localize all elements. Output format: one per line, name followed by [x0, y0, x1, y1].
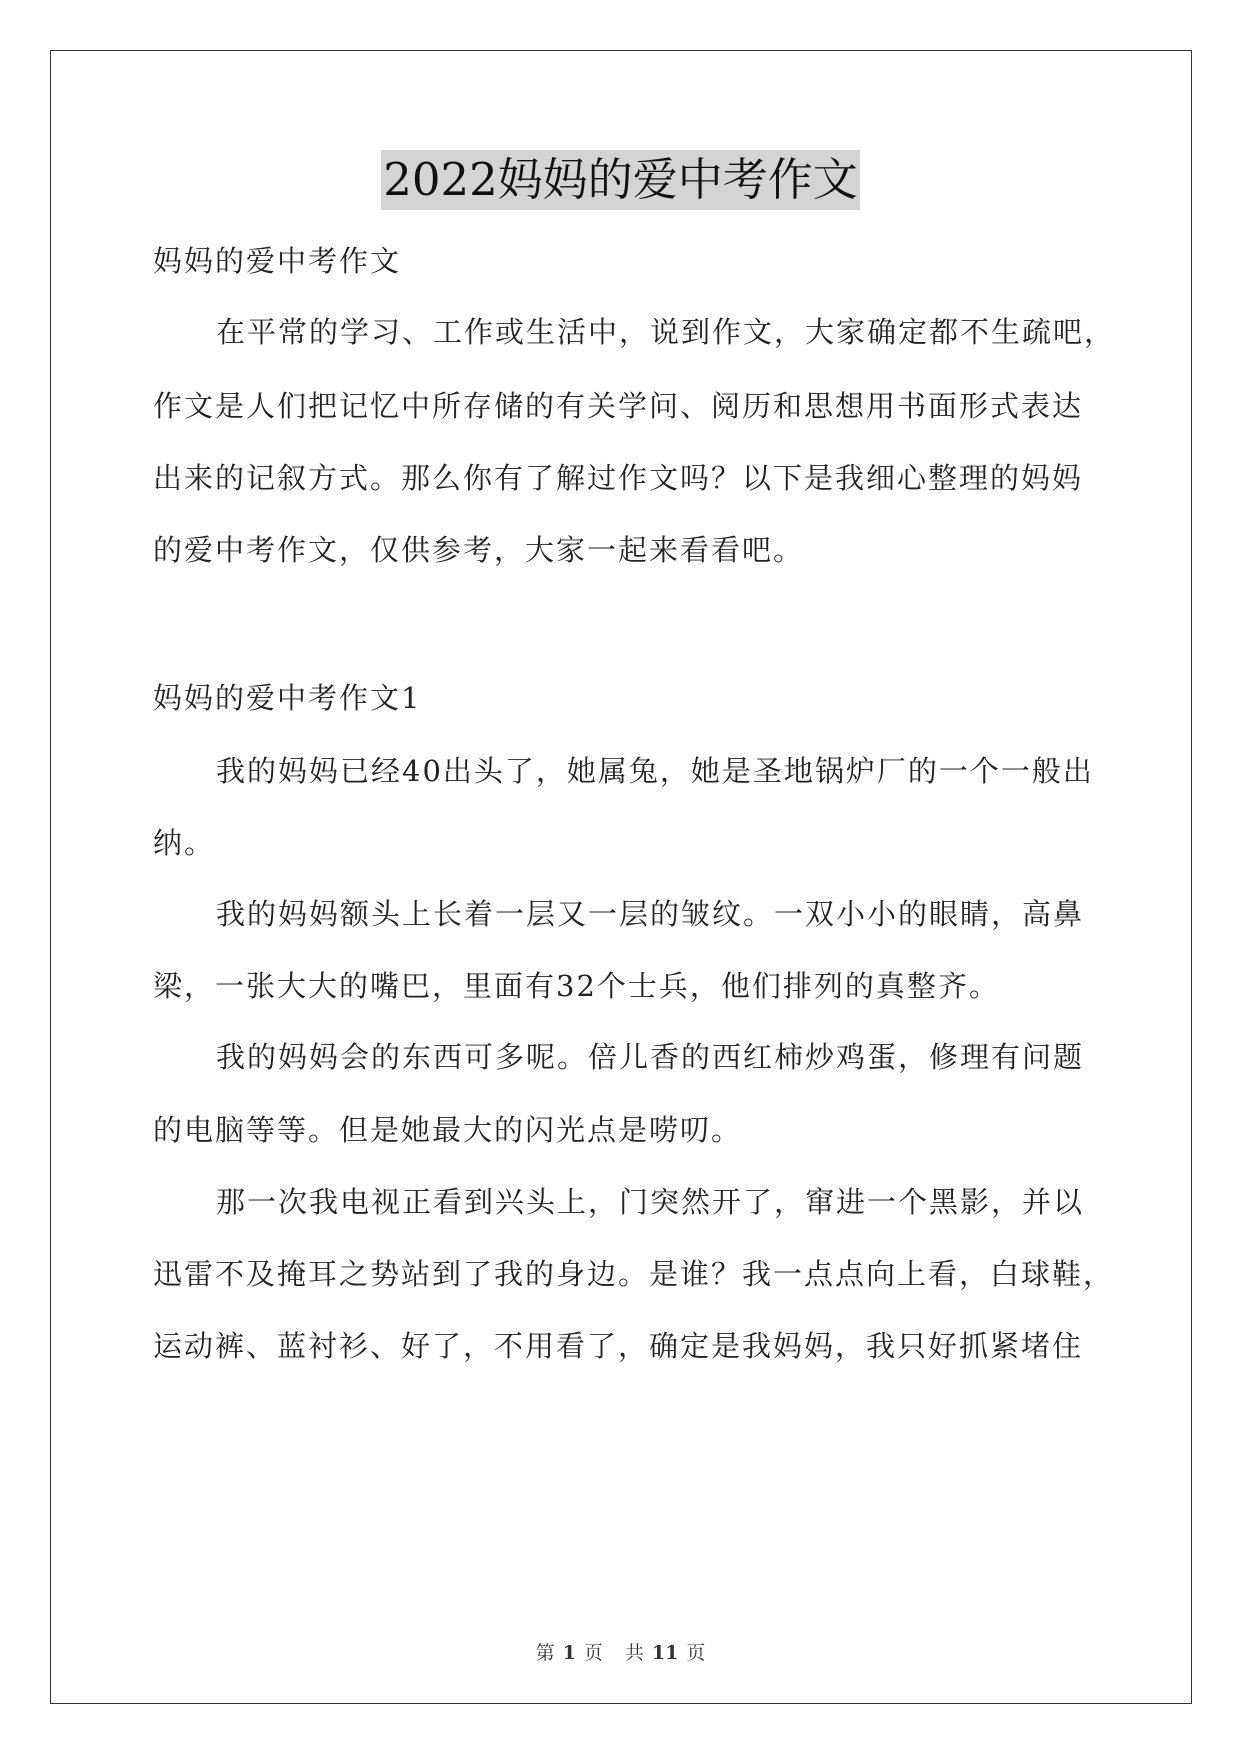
page-indicator	[532, 1642, 607, 1664]
page-total: 11	[651, 1642, 679, 1664]
total-indicator	[621, 1642, 709, 1664]
total-prefix: 共	[624, 1642, 644, 1664]
title-container	[0, 150, 1241, 210]
page-footer	[0, 1638, 1241, 1665]
subtitle: 妈妈的爱中考作文	[153, 244, 402, 278]
intro-line-4: 的爱中考作文，仅供参考，大家一起来看看吧。	[153, 533, 805, 567]
body-line-1: 我的妈妈已经40出头了，她属兔，她是圣地锅炉厂的一个一般出	[216, 754, 1094, 788]
section-heading: 妈妈的爱中考作文1	[153, 681, 422, 715]
page-current: 1	[562, 1642, 576, 1664]
intro-line-3: 出来的记叙方式。那么你有了解过作文吗？以下是我细心整理的妈妈	[153, 461, 1084, 495]
page-suffix: 页	[583, 1642, 603, 1664]
body-line-9: 运动裤、蓝衬衫、好了，不用看了，确定是我妈妈，我只好抓紧堵住	[153, 1329, 1084, 1363]
body-line-4: 梁，一张大大的嘴巴，里面有32个士兵，他们排列的真整齐。	[153, 969, 1000, 1003]
body-line-3: 我的妈妈额头上长着一层又一层的皱纹。一双小小的眼睛，高鼻	[216, 897, 1085, 931]
intro-line-1: 在平常的学习、工作或生活中，说到作文，大家确定都不生疏吧，	[216, 315, 1116, 349]
page-prefix: 第	[535, 1642, 555, 1664]
body-line-2: 纳。	[153, 826, 216, 860]
intro-line-2: 作文是人们把记忆中所存储的有关学问、阅历和思想用书面形式表达	[153, 389, 1084, 423]
body-line-5: 我的妈妈会的东西可多呢。倍儿香的西红柿炒鸡蛋，修理有问题	[216, 1040, 1085, 1074]
total-suffix: 页	[686, 1642, 706, 1664]
body-line-6: 的电脑等等。但是她最大的闪光点是唠叨。	[153, 1113, 743, 1147]
body-line-7: 那一次我电视正看到兴头上，门突然开了，窜进一个黑影，并以	[216, 1185, 1085, 1219]
body-line-8: 迅雷不及掩耳之势站到了我的身边。是谁？我一点点向上看，白球鞋，	[153, 1257, 1115, 1291]
document-title: 2022妈妈的爱中考作文	[381, 150, 860, 210]
page-border	[50, 50, 1192, 1704]
